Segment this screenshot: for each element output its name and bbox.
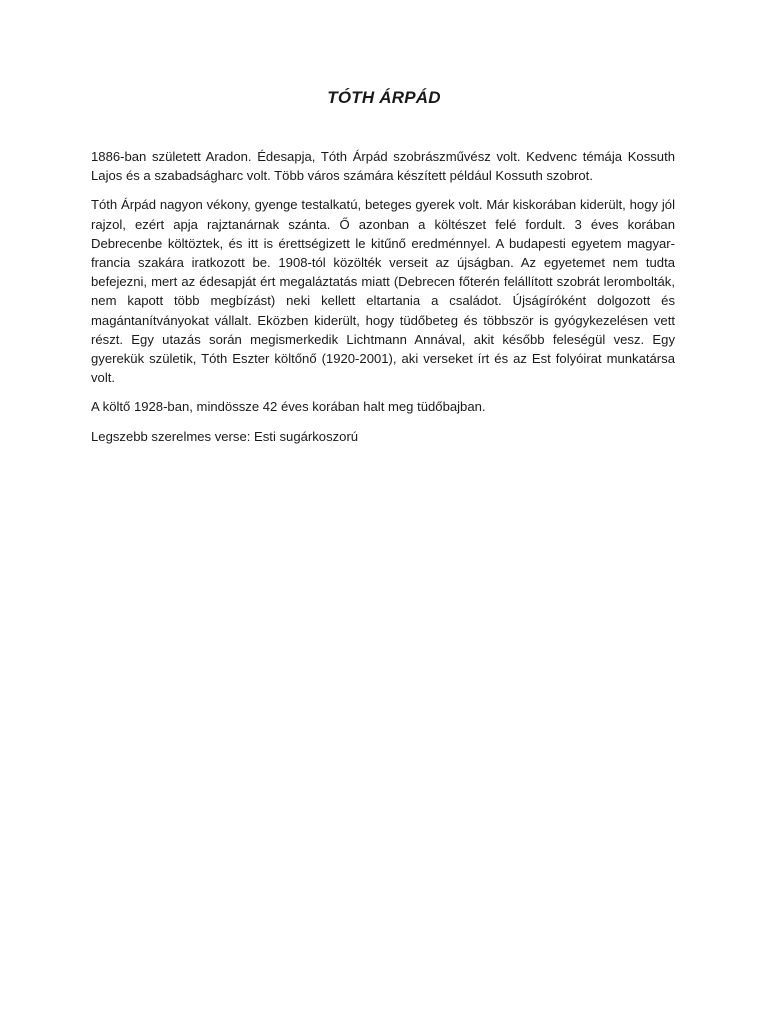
document-title: TÓTH ÁRPÁD: [327, 88, 441, 107]
paragraph-favorite-poem: Legszebb szerelmes verse: Esti sugárkoszorú: [91, 428, 359, 444]
paragraph-death: A költő 1928-ban, mindössze 42 éves korában halt meg tüdőbajban.: [91, 399, 486, 415]
paragraph-life: Tóth Árpád nagyon vékony, gyenge testalkatú, beteges gyerek volt. Már kiskorában kiderült, hogy jól rajzol, ezért apja rajztanárnak szánta. Ő azonban a költészet felé fordult. 3 éves korában Debrecenbe költöztek, és itt is érettségizett le kitűnő eredménnyel. A budapesti egyetem magyar-francia szakára iratkozott be. 1908-tól közölték verseit az újságban. Az egyetemet nem tudta befejezni, mert az édesapját ért megaláztatás miatt (Debrecen főterén felállított szobrát lerombolták, nem kapott több megbízást) neki kellett eltartania a családot. Újságíróként dolgozott és magántanítványokat vállalt. Eközben kiderült, hogy tüdőbeteg és többször is gyógykezelésen vett részt. Egy utazás során megismerkedik Lichtmann Annával, akit később feleségül vesz. Egy gyerekük születik, Tóth Eszter költőnő (1920-2001), aki verseket írt és az Est folyóirat munkatársa volt.: [91, 197, 675, 386]
paragraph-birth: 1886-ban született Aradon. Édesapja, Tóth Árpád szobrászművész volt. Kedvenc témája Kossuth Lajos és a szabadságharc volt. Több város számára készített például Kossuth szobrot.: [91, 149, 675, 184]
document-body: [91, 147, 675, 456]
